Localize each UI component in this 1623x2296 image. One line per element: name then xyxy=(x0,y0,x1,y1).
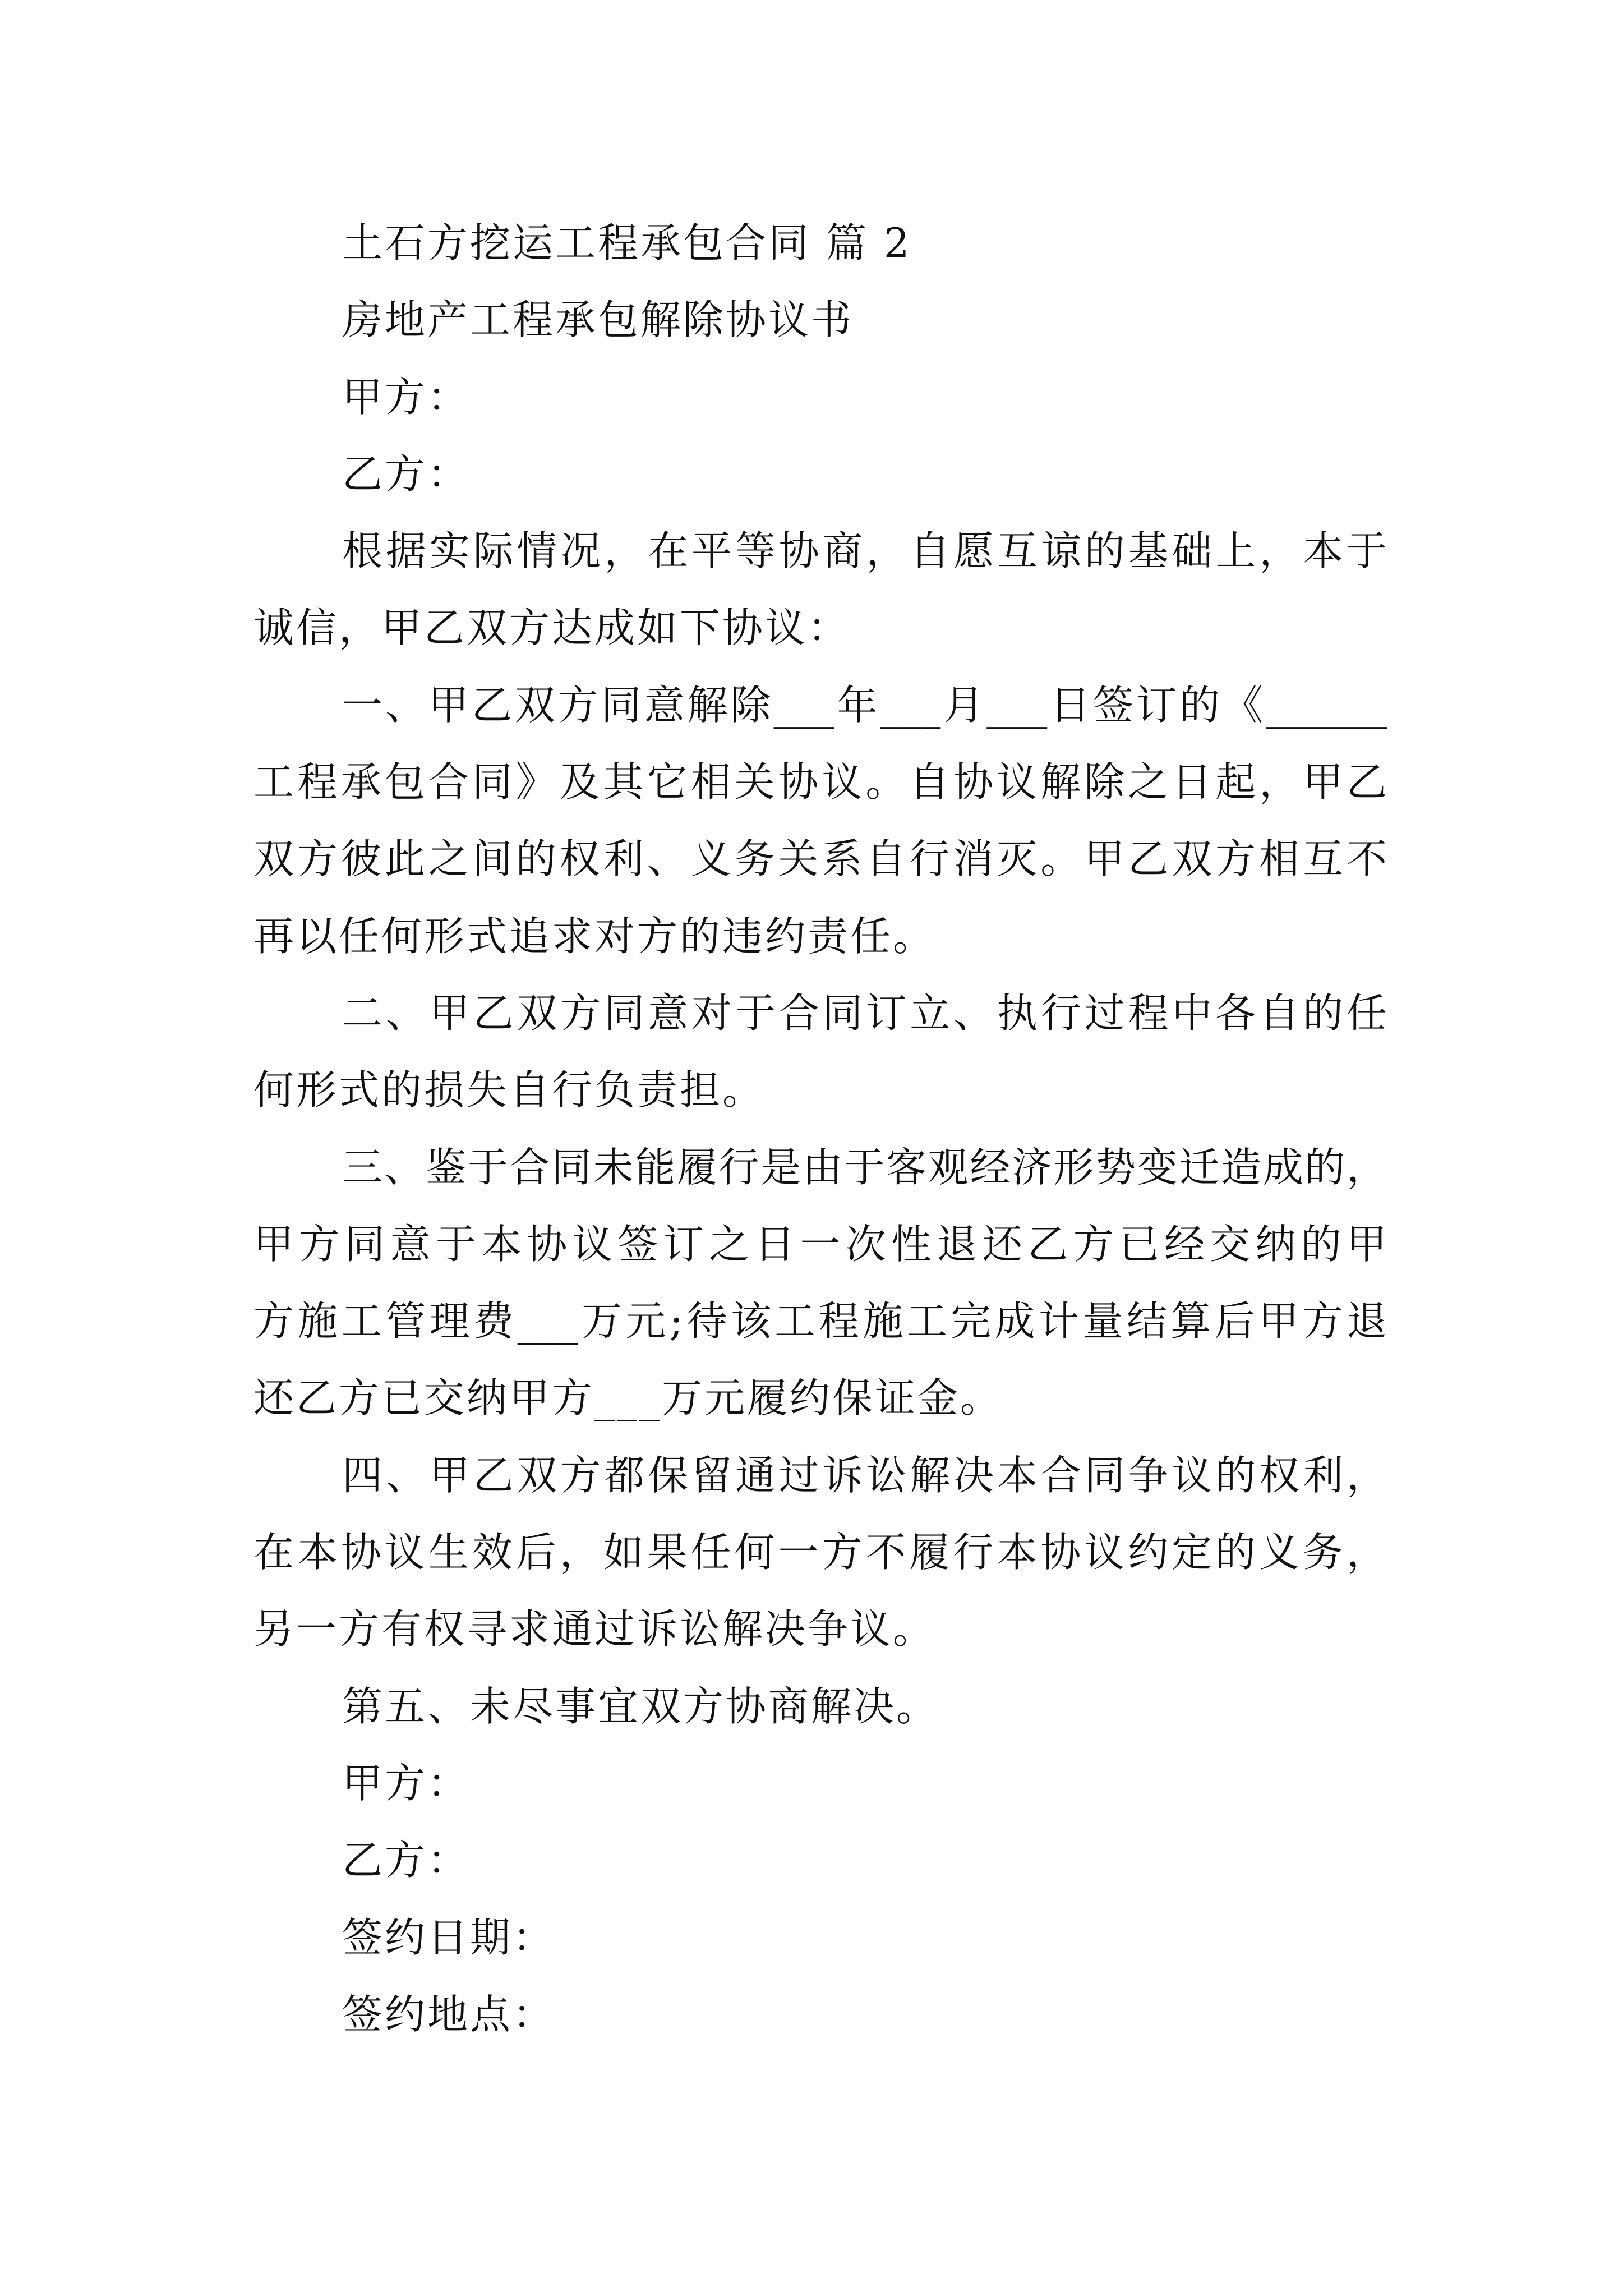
text-line: 甲方： xyxy=(342,1759,471,1807)
text-line: 房地产工程承包解除协议书 xyxy=(342,296,854,344)
text-line: 还乙方已交纳甲方___万元履约保证金。 xyxy=(253,1374,1003,1422)
text-line: 四、甲乙双方都保留通过诉讼解决本合同争议的权利， xyxy=(342,1451,1387,1499)
text-line: 工程承包合同》及其它相关协议。自协议解除之日起，甲乙 xyxy=(253,758,1387,806)
text-line: 土石方挖运工程承包合同 篇 2 xyxy=(342,219,912,266)
signing-date xyxy=(253,1899,1387,1976)
text-line: 何形式的损失自行负责担。 xyxy=(253,1066,766,1114)
clause-5 xyxy=(253,1668,1387,1745)
party-a-label xyxy=(253,359,1387,436)
text-line: 乙方： xyxy=(342,450,471,498)
text-line: 二、甲乙双方同意对于合同订立、执行过程中各自的任 xyxy=(342,989,1387,1037)
clause-2 xyxy=(253,975,1387,1129)
text-line: 三、鉴于合同未能履行是由于客观经济形势变迁造成的， xyxy=(342,1143,1387,1191)
text-line: 双方彼此之间的权利、义务关系自行消灭。甲乙双方相互不 xyxy=(253,835,1387,883)
preamble-paragraph xyxy=(253,513,1387,667)
text-line: 再以任何形式追求对方的违约责任。 xyxy=(253,912,936,960)
signature-party-a xyxy=(253,1745,1387,1822)
party-b-label xyxy=(253,436,1387,513)
text-line: 第五、未尽事宜双方协商解决。 xyxy=(342,1682,939,1730)
document-body xyxy=(253,205,1387,2053)
signature-party-b xyxy=(253,1822,1387,1899)
text-line: 诚信，甲乙双方达成如下协议： xyxy=(253,604,851,652)
text-line: 另一方有权寻求通过诉讼解决争议。 xyxy=(253,1605,936,1653)
text-line: 乙方： xyxy=(342,1837,471,1884)
text-line: 甲方： xyxy=(342,373,471,421)
agreement-title xyxy=(253,282,1387,358)
clause-3 xyxy=(253,1129,1387,1437)
text-line: 根据实际情况，在平等协商，自愿互谅的基础上，本于 xyxy=(342,527,1387,575)
section-heading xyxy=(253,205,1387,282)
clause-1 xyxy=(253,667,1387,975)
text-line: 方施工管理费___万元;待该工程施工完成计量结算后甲方退 xyxy=(253,1297,1387,1345)
text-line: 在本协议生效后，如果任何一方不履行本协议约定的义务， xyxy=(253,1529,1387,1576)
text-line: 签约地点： xyxy=(342,1990,556,2038)
text-line: 签约日期： xyxy=(342,1913,556,1961)
signing-place xyxy=(253,1976,1387,2053)
text-line: 甲方同意于本协议签订之日一次性退还乙方已经交纳的甲 xyxy=(253,1220,1387,1268)
clause-4 xyxy=(253,1437,1387,1668)
text-line: 一、甲乙双方同意解除___年___月___日签订的《______ xyxy=(342,681,1387,729)
